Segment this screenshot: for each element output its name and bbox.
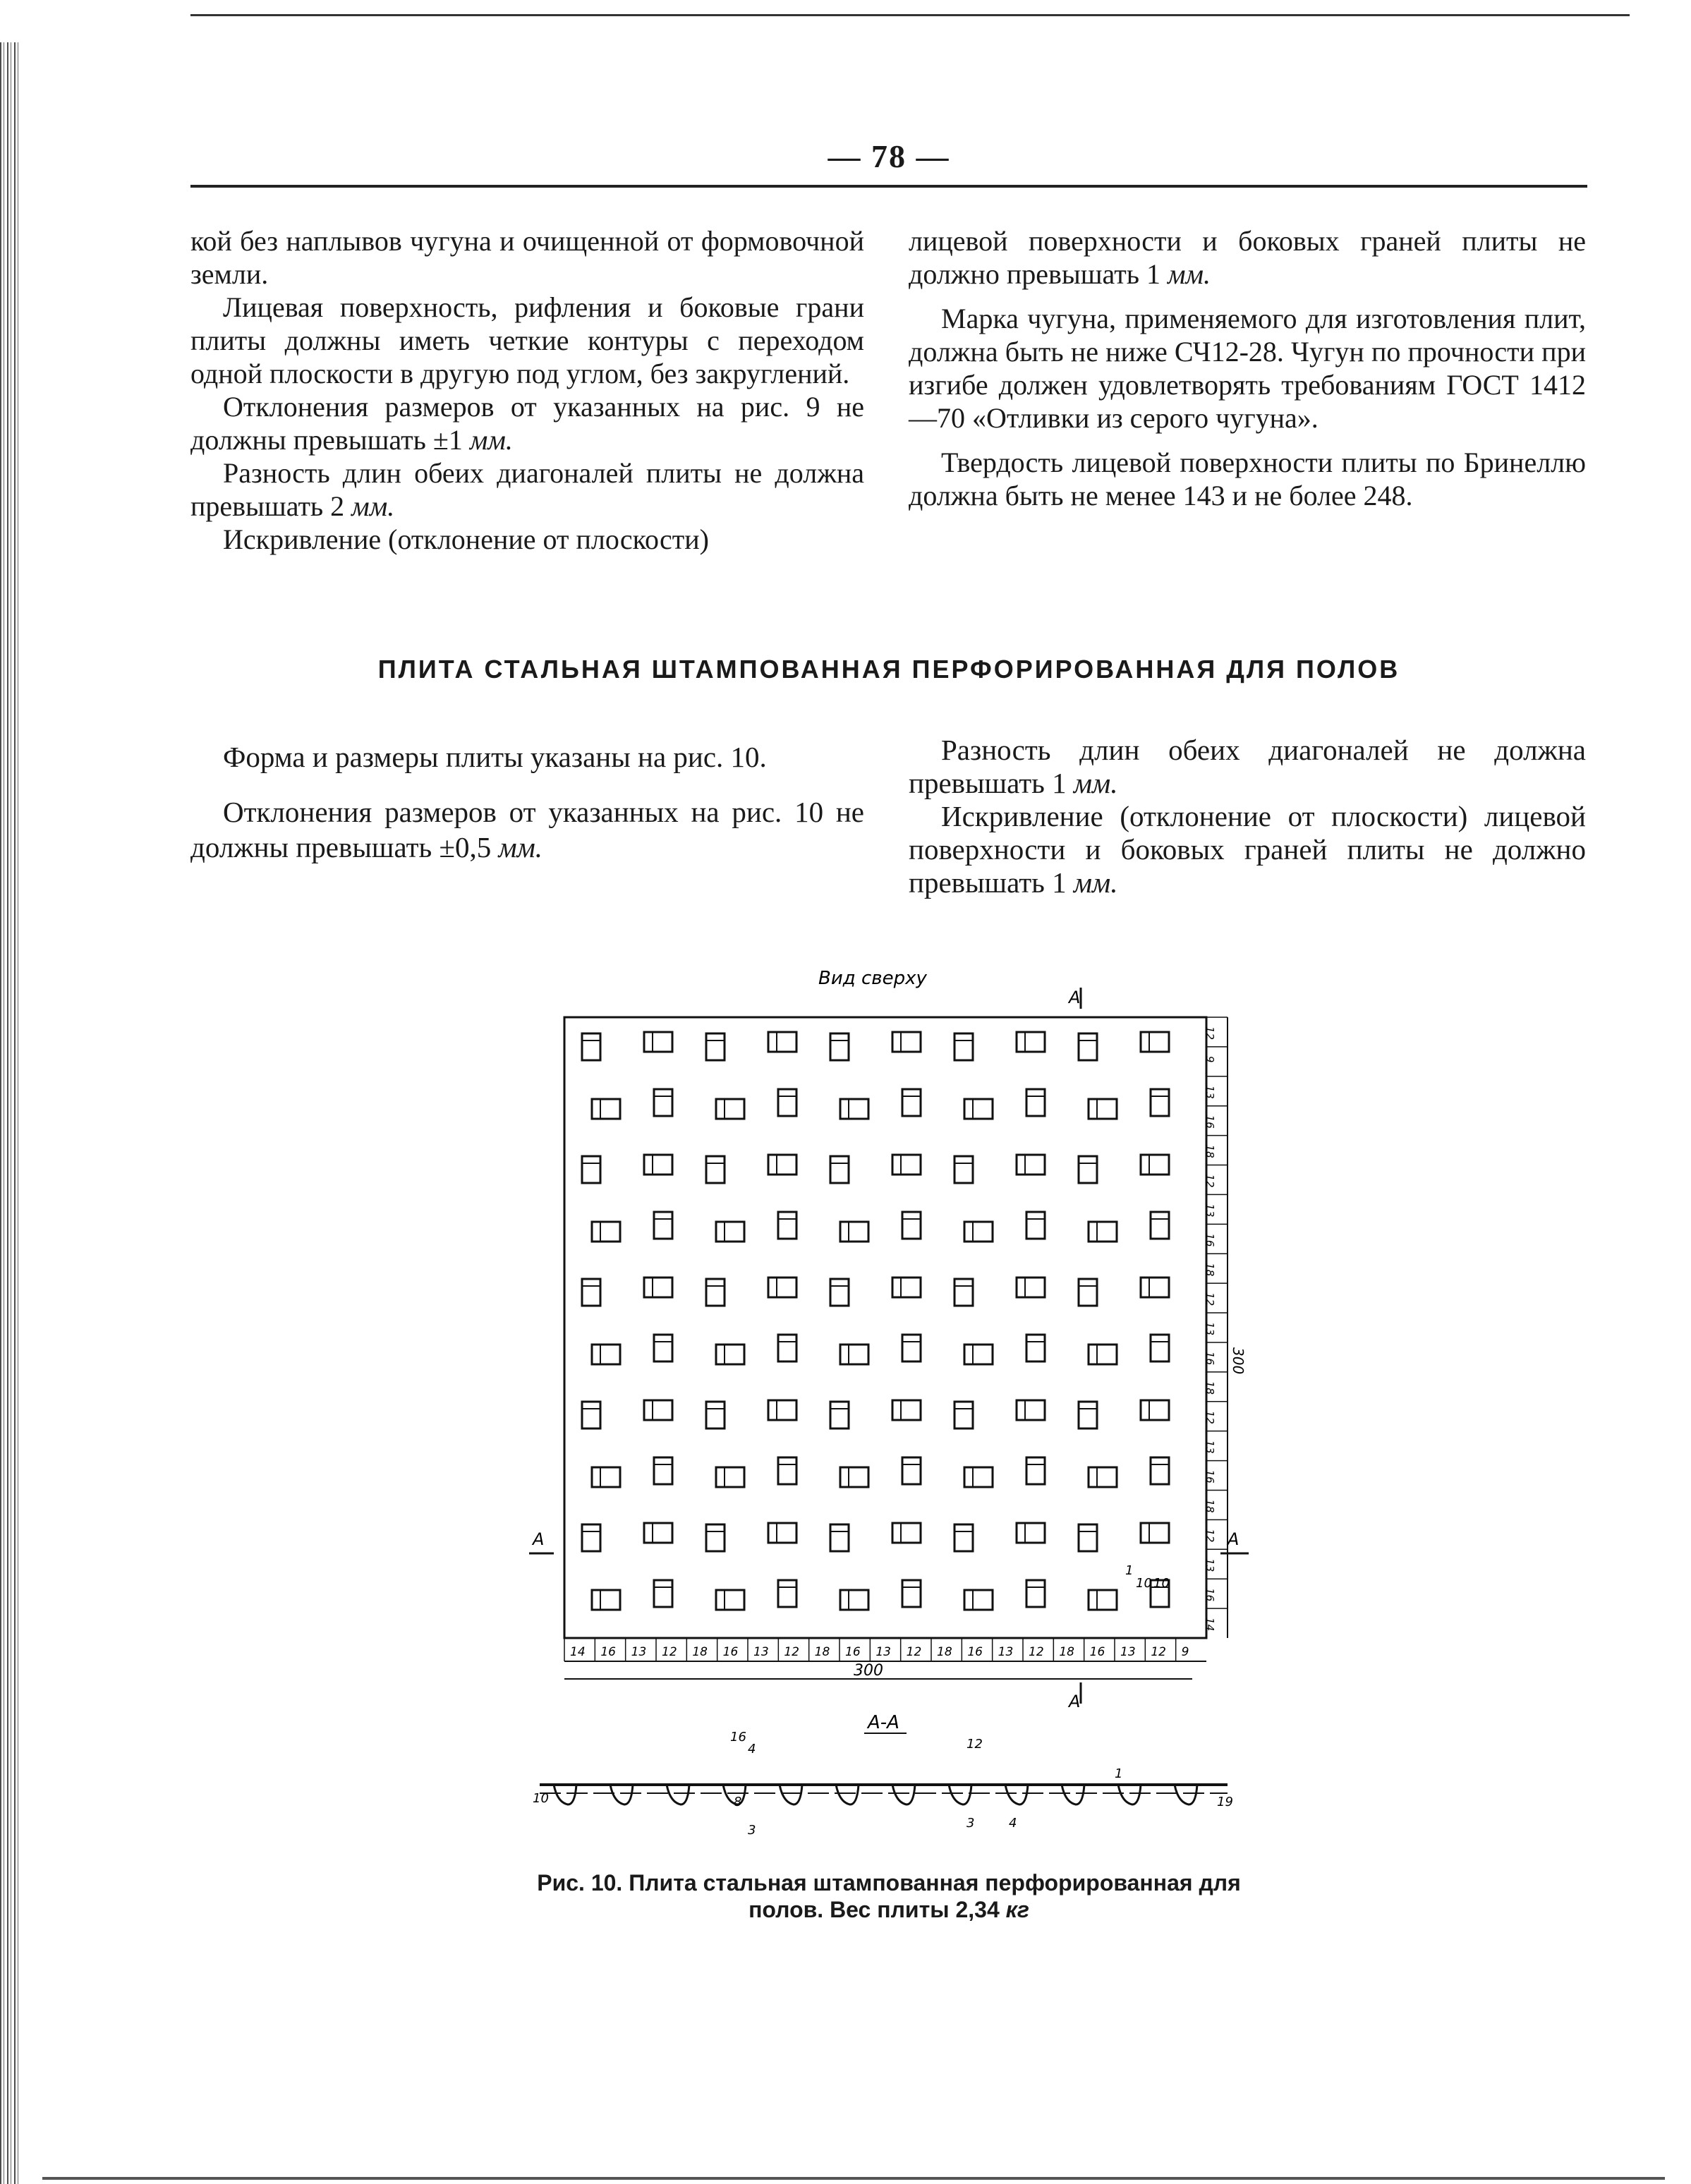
perforation-slot (892, 1155, 921, 1175)
section-dimension-label: 3 (966, 1816, 975, 1831)
figure-caption (536, 1869, 1242, 1923)
section-tab-profile (949, 1785, 971, 1804)
perforation-slot (1141, 1278, 1169, 1297)
perforation-slot (954, 1279, 973, 1306)
perforation-slot (1151, 1457, 1169, 1484)
perforation-slot (1089, 1467, 1117, 1487)
dimension-label: 14 (570, 1645, 586, 1659)
perforation-slot (1141, 1155, 1169, 1175)
perforation-slot (902, 1089, 921, 1116)
section-tab-profile (667, 1785, 689, 1804)
perforation-slot (1017, 1278, 1045, 1297)
perforation-slot (964, 1467, 993, 1487)
dimension-label: 16 (845, 1645, 861, 1659)
perforation-slot (644, 1032, 672, 1052)
dimension-label: 18 (937, 1645, 952, 1659)
perforation-slot (1151, 1335, 1169, 1361)
perforation-slot (778, 1457, 796, 1484)
scan-binding-edge (0, 42, 20, 2184)
dimension-label: 16 (967, 1645, 983, 1659)
dimension-label: 18 (1204, 1381, 1216, 1395)
perforation-slot (1089, 1590, 1117, 1610)
perforation-slot (902, 1335, 921, 1361)
right-column-top (909, 224, 1586, 512)
perforation-slot (830, 1033, 849, 1060)
section-dimension-label: 8 (734, 1795, 742, 1809)
perforation-slot (644, 1400, 672, 1420)
paragraph (909, 224, 1586, 291)
perforation-slot (1017, 1400, 1045, 1420)
perforation-slot (582, 1402, 600, 1428)
paragraph (190, 390, 864, 456)
perforation-slot (954, 1524, 973, 1551)
paragraph-text: Разность длин обеих диагоналей плиты не должна превышать 2 (190, 457, 864, 522)
section-view-label: А-А (868, 1712, 899, 1733)
perforation-slot (1141, 1523, 1169, 1543)
perforation-slot (716, 1467, 744, 1487)
unit-mm: мм. (1168, 258, 1211, 290)
detail-dimension-label: 10 (1153, 1576, 1170, 1591)
perforation-slot (964, 1099, 993, 1119)
technical-drawing (522, 966, 1256, 1838)
paragraph (909, 734, 1586, 800)
dimension-label: 9 (1181, 1645, 1189, 1659)
perforation-slot (1079, 1524, 1097, 1551)
section-tab-profile (1175, 1785, 1197, 1804)
paragraph-text: Разность длин обеих диагоналей не должна превышать 1 (909, 734, 1586, 799)
section-tab-profile (1005, 1785, 1028, 1804)
dimension-label: 13 (1204, 1322, 1216, 1336)
paragraph: Лицевая поверхность, рифления и боковые грани плиты должны иметь четкие контуры с переходом одной плоскости в другую под углом, без закруглений. (190, 291, 864, 389)
perforation-slot (1026, 1580, 1045, 1607)
section-tab-profile (836, 1785, 859, 1804)
paragraph (909, 800, 1586, 899)
dimension-label: 13 (1204, 1558, 1216, 1572)
dimension-label: 13 (1204, 1440, 1216, 1454)
paragraph (190, 794, 864, 865)
perforation-slot (892, 1400, 921, 1420)
perforation-slot (830, 1402, 849, 1428)
dimension-label: 16 (1204, 1469, 1216, 1484)
unit-mm: мм. (498, 831, 543, 863)
dimension-label: 13 (1120, 1645, 1136, 1659)
perforation-slot (1089, 1345, 1117, 1364)
caption-unit-kg: кг (1005, 1897, 1029, 1922)
perforation-slot (706, 1033, 725, 1060)
perforation-slot (716, 1590, 744, 1610)
top-view-label: Вид сверху (818, 968, 927, 989)
perforation-slot (1026, 1457, 1045, 1484)
section-marker-bottom: А (1069, 1692, 1081, 1711)
perforation-slot (716, 1222, 744, 1242)
dimension-label: 12 (784, 1645, 799, 1659)
section-dimension-label: 19 (1217, 1795, 1233, 1809)
caption-text: Рис. 10. Плита стальная штампованная перфорированная для полов. Вес плиты 2,34 (537, 1870, 1241, 1922)
overall-width-label: 300 (854, 1662, 883, 1680)
perforation-slot (768, 1278, 796, 1297)
paragraph-text: Искривление (отклонение от плоскости) лицевой поверхности и боковых граней плиты не должно превышать 1 (909, 800, 1586, 899)
perforation-slot (592, 1222, 620, 1242)
perforation-slot (592, 1590, 620, 1610)
section-dimension-label: 10 (533, 1791, 549, 1806)
perforation-slot (644, 1278, 672, 1297)
dimension-label: 18 (1059, 1645, 1074, 1659)
dimension-label: 16 (1204, 1588, 1216, 1602)
detail-dimension-label: 1 (1125, 1563, 1134, 1578)
section-dimension-label: 1 (1115, 1766, 1123, 1781)
perforation-grid (582, 1032, 1169, 1610)
scan-bottom-line (42, 2177, 1665, 2180)
section-dimension-label: 4 (748, 1742, 756, 1757)
dimension-label: 18 (814, 1645, 830, 1659)
dimension-label: 18 (1204, 1144, 1216, 1158)
perforation-slot (768, 1523, 796, 1543)
header-rule (190, 185, 1587, 188)
perforation-slot (892, 1032, 921, 1052)
dimension-label: 12 (1151, 1645, 1166, 1659)
dimension-label: 14 (1204, 1618, 1216, 1632)
perforation-slot (706, 1279, 725, 1306)
perforation-slot (654, 1089, 672, 1116)
dimension-label: 16 (1204, 1115, 1216, 1129)
perforation-slot (706, 1402, 725, 1428)
perforation-slot (902, 1580, 921, 1607)
perforation-slot (1017, 1523, 1045, 1543)
section-tab-profile (610, 1785, 633, 1804)
perforation-slot (592, 1099, 620, 1119)
perforation-slot (1151, 1089, 1169, 1116)
perforation-slot (582, 1156, 600, 1183)
perforation-slot (954, 1033, 973, 1060)
unit-mm: мм. (351, 490, 395, 522)
perforation-slot (592, 1467, 620, 1487)
right-column-bottom (909, 734, 1586, 899)
perforation-slot (768, 1400, 796, 1420)
unit-mm: мм. (1073, 767, 1118, 799)
perforation-slot (582, 1033, 600, 1060)
section-tab-profile (892, 1785, 915, 1804)
perforation-slot (778, 1335, 796, 1361)
perforation-slot (768, 1155, 796, 1175)
dimension-label: 12 (1204, 1292, 1216, 1306)
section-dimension-label: 16 (730, 1730, 746, 1745)
perforation-slot (1017, 1032, 1045, 1052)
section-marker-right: А (1228, 1529, 1240, 1549)
paragraph: Твердость лицевой поверхности плиты по Бринеллю должна быть не менее 143 и не более 248. (909, 447, 1586, 511)
paragraph: кой без наплывов чугуна и очищенной от формовочной земли. (190, 225, 864, 290)
perforation-slot (654, 1212, 672, 1239)
perforation-slot (830, 1279, 849, 1306)
dimension-label: 12 (1204, 1174, 1216, 1188)
section-heading: ПЛИТА СТАЛЬНАЯ ШТАМПОВАННАЯ ПЕРФОРИРОВАННАЯ ДЛЯ ПОЛОВ (377, 655, 1400, 684)
perforation-slot (892, 1278, 921, 1297)
scan-top-line (190, 14, 1630, 16)
perforation-slot (830, 1524, 849, 1551)
perforation-slot (592, 1345, 620, 1364)
perforation-slot (1079, 1279, 1097, 1306)
perforation-slot (964, 1345, 993, 1364)
perforation-slot (716, 1099, 744, 1119)
dimension-label: 18 (1204, 1263, 1216, 1277)
perforation-slot (840, 1099, 868, 1119)
section-dimension-label: 12 (966, 1737, 983, 1752)
perforation-slot (1079, 1156, 1097, 1183)
section-dimension-label: 3 (748, 1823, 756, 1838)
perforation-slot (964, 1222, 993, 1242)
perforation-slot (830, 1156, 849, 1183)
perforation-slot (840, 1345, 868, 1364)
perforation-slot (954, 1156, 973, 1183)
unit-mm: мм. (469, 424, 513, 456)
dimension-label: 12 (1204, 1410, 1216, 1424)
left-column-bottom (190, 739, 864, 865)
section-tab-profile (554, 1785, 576, 1804)
dimension-label: 12 (1204, 1026, 1216, 1041)
paragraph-text: Отклонения размеров от указанных на рис. 9 не должны превышать ±1 (190, 391, 864, 456)
perforation-slot (840, 1222, 868, 1242)
perforation-slot (582, 1279, 600, 1306)
perforation-slot (778, 1089, 796, 1116)
overall-height-label: 300 (1230, 1347, 1247, 1375)
dimension-label: 12 (1029, 1645, 1044, 1659)
section-tab-profile (1118, 1785, 1141, 1804)
dimension-label: 16 (1089, 1645, 1105, 1659)
perforation-slot (1079, 1033, 1097, 1060)
bottom-dimension-chain (564, 1638, 1206, 1661)
perforation-slot (1026, 1212, 1045, 1239)
dimension-label: 16 (1204, 1233, 1216, 1247)
perforation-slot (582, 1524, 600, 1551)
perforation-slot (1089, 1099, 1117, 1119)
section-tab-profile (1062, 1785, 1084, 1804)
perforation-slot (1079, 1402, 1097, 1428)
section-dimension-label: 4 (1009, 1816, 1017, 1831)
dimension-label: 12 (1204, 1529, 1216, 1543)
dimension-label: 13 (998, 1645, 1014, 1659)
perforation-slot (644, 1155, 672, 1175)
dimension-label: 18 (1204, 1499, 1216, 1513)
detail-dimension-label: 10 (1136, 1576, 1152, 1591)
perforation-slot (1026, 1335, 1045, 1361)
perforation-slot (1141, 1400, 1169, 1420)
perforation-slot (778, 1212, 796, 1239)
dimension-label: 9 (1204, 1055, 1216, 1063)
figure-10-plate-drawing (522, 966, 1256, 1838)
paragraph: Марка чугуна, применяемого для изготовления плит, должна быть не ниже СЧ12-28. Чугун по прочности при изгибе должен удовлетворять требованиям ГОСТ 1412—70 «Отливки из серого чугуна». (909, 303, 1586, 434)
perforation-slot (716, 1345, 744, 1364)
perforation-slot (840, 1590, 868, 1610)
dimension-label: 16 (1204, 1351, 1216, 1365)
section-marker-left: А (533, 1529, 545, 1549)
paragraph (190, 456, 864, 523)
plate-outline (564, 1017, 1206, 1638)
paragraph: Искривление (отклонение от плоскости) (223, 523, 709, 555)
section-marker-top: А (1069, 988, 1081, 1007)
perforation-slot (644, 1523, 672, 1543)
section-tab-profile (780, 1785, 802, 1804)
dimension-label: 18 (692, 1645, 708, 1659)
perforation-slot (964, 1590, 993, 1610)
dimension-label: 16 (600, 1645, 616, 1659)
perforation-slot (902, 1457, 921, 1484)
dimension-label: 13 (753, 1645, 769, 1659)
paragraph: Форма и размеры плиты указаны на рис. 10. (223, 741, 767, 773)
dimension-label: 13 (1204, 1203, 1216, 1218)
perforation-slot (654, 1580, 672, 1607)
left-column-top (190, 224, 864, 556)
dimension-label: 13 (1204, 1085, 1216, 1099)
cross-section-a-a (533, 1730, 1233, 1838)
perforation-slot (768, 1032, 796, 1052)
perforation-slot (654, 1335, 672, 1361)
perforation-slot (706, 1524, 725, 1551)
perforation-slot (654, 1457, 672, 1484)
perforation-slot (840, 1467, 868, 1487)
perforation-slot (1141, 1032, 1169, 1052)
perforation-slot (1089, 1222, 1117, 1242)
perforation-slot (954, 1402, 973, 1428)
unit-mm: мм. (1073, 866, 1118, 899)
dimension-label: 12 (906, 1645, 922, 1659)
perforation-slot (1151, 1212, 1169, 1239)
perforation-slot (778, 1580, 796, 1607)
perforation-slot (1017, 1155, 1045, 1175)
page-number: — 78 — (828, 138, 950, 174)
paragraph-text: лицевой поверхности и боковых граней плиты не должно превышать 1 (909, 225, 1586, 290)
perforation-slot (902, 1212, 921, 1239)
paragraph-text: Отклонения размеров от указанных на рис. 10 не должны превышать ±0,5 (190, 796, 864, 863)
perforation-slot (706, 1156, 725, 1183)
perforation-slot (1026, 1089, 1045, 1116)
dimension-label: 13 (875, 1645, 891, 1659)
dimension-label: 13 (631, 1645, 647, 1659)
dimension-label: 12 (662, 1645, 677, 1659)
perforation-slot (892, 1523, 921, 1543)
dimension-label: 16 (722, 1645, 739, 1659)
